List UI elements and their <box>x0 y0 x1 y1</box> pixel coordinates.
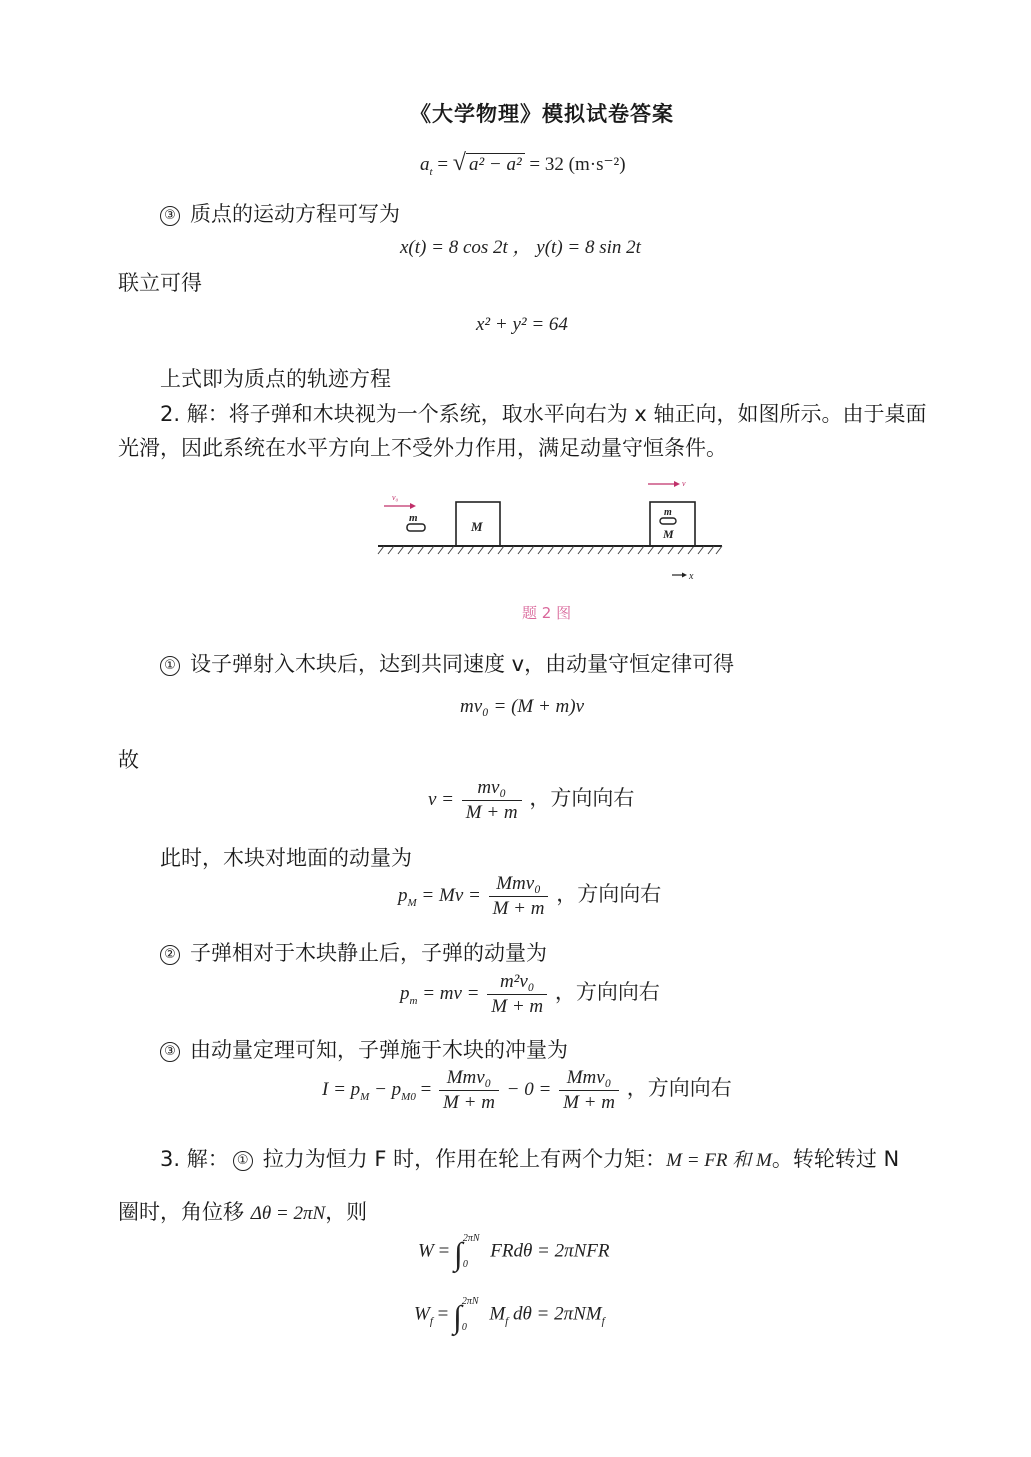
eq8-num2: Mmv₀ <box>559 1066 619 1091</box>
p3-moments: M = FR 和 M <box>666 1150 772 1171</box>
eq5-tail: ，方向向右 <box>529 785 635 810</box>
eq10-body-sub: f <box>505 1315 509 1328</box>
eq9-upper: 2πN <box>462 1233 480 1244</box>
eq7-num: m²v₀ <box>487 970 547 995</box>
step1-line <box>160 648 734 678</box>
figure-bullet-block <box>370 472 730 587</box>
problem3-line2 <box>118 1196 367 1226</box>
step2-marker: ② <box>160 945 180 965</box>
v0-arrowhead-icon <box>410 503 416 509</box>
step2-text: 子弹相对于木块静止后，子弹的动量为 <box>190 941 547 965</box>
figure-diagram <box>370 472 730 587</box>
eq7-frac <box>487 970 547 1019</box>
p3-text: 拉力为恒力 F 时，作用在轮上有两个力矩： <box>262 1147 667 1171</box>
equation-pM <box>398 872 661 921</box>
sqrt-icon: √ <box>452 150 466 176</box>
gu-text: 故 <box>118 748 139 772</box>
item3-text: 质点的运动方程可写为 <box>190 202 400 226</box>
eq8-sub2: M0 <box>401 1090 416 1103</box>
step2-line <box>160 937 547 967</box>
item3-marker: ③ <box>160 206 180 226</box>
lianli-text: 联立可得 <box>118 271 202 295</box>
equation-work-f: $W_f$ = ∫ 2πN 0 $M_f$ dθ = 2πNM$_f$ <box>414 1296 605 1335</box>
eq8-mid1: − p <box>374 1078 402 1100</box>
v0-label: v₀ <box>392 493 399 502</box>
p3-line2-math: Δθ = 2πN <box>250 1203 326 1224</box>
problem2-line2: 光滑，因此系统在水平方向上不受外力作用，满足动量守恒条件。 <box>118 436 727 460</box>
eq1-rhs: = 32 (m·s⁻²) <box>529 154 626 175</box>
eq8-frac2 <box>559 1066 619 1115</box>
problem2-line1: 2. 解：将子弹和木块视为一个系统，取水平向右为 x 轴正向，如图所示。由于桌面 <box>160 402 927 426</box>
eq9-lower: 0 <box>462 1259 468 1270</box>
eq10-tail-sub: f <box>601 1315 605 1328</box>
eq7-den: M + m <box>491 996 544 1017</box>
equation-work-F: W = ∫ 2πN 0 FRdθ = 2πNFR <box>418 1233 610 1272</box>
eq6-frac <box>489 872 549 921</box>
step3-text: 由动量定理可知，子弹施于木块的冲量为 <box>190 1038 568 1062</box>
p3-text-end: 。转轮转过 N <box>771 1147 900 1171</box>
combined-m-label: m <box>664 507 672 518</box>
ci-text: 此时，木块对地面的动量为 <box>160 846 412 870</box>
eq5-frac <box>462 776 522 825</box>
bullet-shape <box>407 524 425 531</box>
eq10-upper: 2πN <box>461 1296 479 1307</box>
eq6-sub: M <box>407 896 417 909</box>
eq8-den1: M + m <box>443 1092 495 1113</box>
eq8-lhs: I = p <box>322 1078 361 1100</box>
p3-line2-b: ，则 <box>325 1200 368 1224</box>
eq10-sub: f <box>429 1315 433 1328</box>
eq7-lhs: p <box>400 982 410 1004</box>
p3-prefix: 3. 解： <box>160 1147 229 1171</box>
item3-line <box>160 198 400 228</box>
page-title: 《大学物理》模拟试卷答案 <box>410 102 674 126</box>
eq6-num: Mmv₀ <box>489 872 549 897</box>
eq10-tail: dθ = 2πNM <box>512 1303 602 1325</box>
eq6-lhs: p <box>398 884 408 906</box>
figure-caption: 题 2 图 <box>522 604 572 622</box>
eq8-tail: ，方向向右 <box>626 1075 732 1100</box>
eq8-num1: Mmv₀ <box>439 1066 499 1091</box>
bullet-label: m <box>409 512 418 524</box>
eq5-lhs: v = <box>428 788 455 810</box>
eq10-body: M <box>489 1303 506 1325</box>
equation-impulse: $I = p_M - p_{M0}$ = $\frac{\text{Mmv₀}}{M + m}$ − 0 = $\frac{\text{Mmv₀}}{M + m}$ ，方向向右 <box>322 1067 732 1113</box>
v-arrowhead-icon <box>674 481 680 487</box>
eq9-lhs: W <box>418 1240 434 1262</box>
eq1-sub: t <box>429 166 433 178</box>
eq10-lhs: W <box>414 1303 430 1325</box>
eq6-den: M + m <box>492 898 545 919</box>
x-label: x <box>689 571 694 582</box>
step3-marker: ③ <box>160 1042 180 1062</box>
eq1-radicand: a² − a² <box>466 153 525 175</box>
eq8-frac1 <box>439 1066 499 1115</box>
equation-motion: x(t) = 8 cos 2t ， y(t) = 8 sin 2t <box>400 237 641 258</box>
step1-text: 设子弹射入木块后，达到共同速度 v，由动量守恒定律可得 <box>190 652 735 676</box>
eq7-mid: = mv = <box>422 982 480 1004</box>
eq8-sub1: M <box>360 1090 370 1103</box>
eq5-num: mv₀ <box>462 776 522 801</box>
eq9-body: FRdθ = 2πNFR <box>490 1240 610 1262</box>
p3-line2-a: 圈时，角位移 <box>118 1200 244 1224</box>
equation-v <box>428 776 634 825</box>
ground-hatching <box>378 546 722 554</box>
x-arrowhead-icon <box>682 573 687 578</box>
eq6-mid: = Mv = <box>421 884 481 906</box>
embedded-bullet-shape <box>660 518 676 524</box>
eq7-sub: m <box>409 994 418 1007</box>
equation-trajectory: x² + y² = 64 <box>476 314 568 335</box>
problem3-line1 <box>160 1143 899 1173</box>
combined-M-label: M <box>663 527 674 541</box>
integral-icon-2: ∫ <box>453 1298 462 1335</box>
step1-marker: ① <box>160 656 180 676</box>
eq6-tail: ，方向向右 <box>556 881 662 906</box>
eq10-lower: 0 <box>461 1322 467 1333</box>
eq5-den: M + m <box>465 802 518 823</box>
equation-at <box>420 150 626 178</box>
equation-momentum: mv₀ = (M + m)v <box>460 696 585 717</box>
v-label: v <box>682 479 686 488</box>
block-label: M <box>471 519 483 534</box>
equation-pm <box>400 970 660 1019</box>
trajectory-text: 上式即为质点的轨迹方程 <box>160 367 391 391</box>
eq8-den2: M + m <box>563 1092 615 1113</box>
eq1-eq: = <box>437 154 449 175</box>
eq1-lhs: a <box>420 154 430 175</box>
p3-marker: ① <box>233 1151 253 1171</box>
step3-line <box>160 1034 568 1064</box>
eq7-tail: ，方向向右 <box>554 979 660 1004</box>
integral-icon: ∫ <box>454 1235 463 1272</box>
eq8-mid2: − 0 = <box>506 1078 552 1100</box>
